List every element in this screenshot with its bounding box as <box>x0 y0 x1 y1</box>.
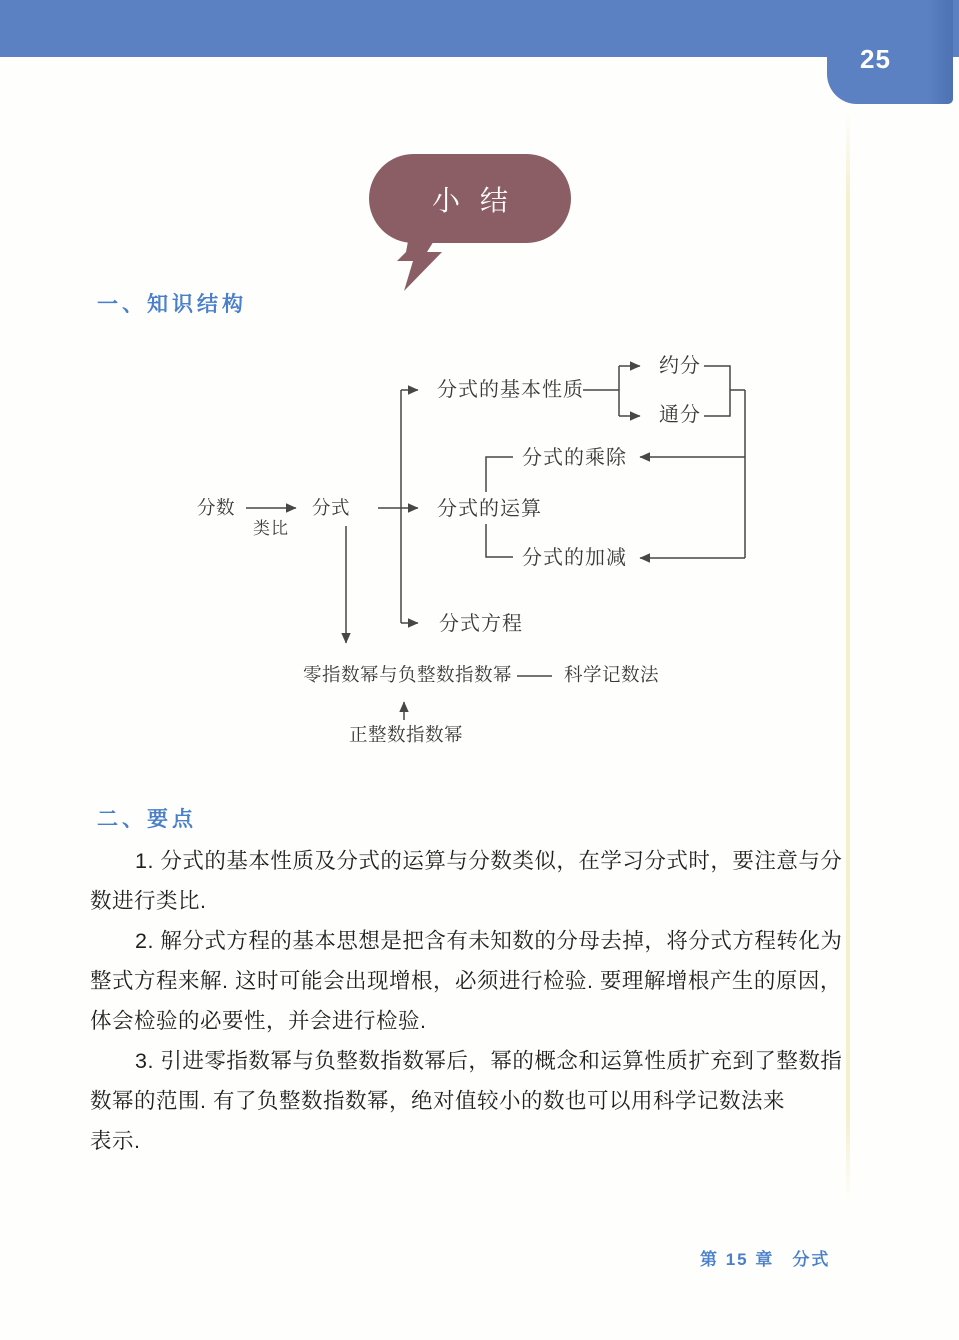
node-analogy-label: 类比 <box>253 519 289 538</box>
body-line: 体会检验的必要性，并会进行检验. <box>90 1009 427 1033</box>
node-fractions: 分数 <box>197 497 236 518</box>
bubble-tail-icon <box>390 234 450 294</box>
body-line: 数进行类比. <box>90 889 207 913</box>
footer-chapter: 第 15 章 <box>700 1250 775 1269</box>
body-line: 2. 解分式方程的基本思想是把含有未知数的分母去掉，将分式方程转化为 <box>135 929 843 953</box>
body-line: 1. 分式的基本性质及分式的运算与分数类似，在学习分式时，要注意与分 <box>135 849 843 873</box>
node-reduction: 约分 <box>659 355 701 377</box>
node-algebraic-fraction: 分式 <box>312 497 351 518</box>
summary-bubble <box>369 154 571 243</box>
node-multiply-divide: 分式的乘除 <box>522 447 627 469</box>
section-heading-knowledge-structure: 一、知识结构 <box>97 293 247 316</box>
page-edge-artifact <box>846 110 850 1205</box>
summary-bubble-label: 小结 <box>431 184 528 216</box>
footer-title: 分式 <box>792 1250 831 1269</box>
node-operations: 分式的运算 <box>437 498 542 520</box>
header-band <box>0 0 959 57</box>
node-zero-negative-exponent: 零指数幂与负整数指数幂 <box>303 664 513 685</box>
body-line: 表示. <box>90 1129 141 1153</box>
section-heading-key-points: 二、要点 <box>97 808 197 831</box>
keypoints-text <box>90 841 880 1161</box>
node-positive-exponent: 正整数指数幂 <box>349 724 464 745</box>
node-add-subtract: 分式的加减 <box>522 547 627 569</box>
node-common-denominator: 通分 <box>659 404 701 426</box>
body-line: 数幂的范围. 有了负整数指数幂，绝对值较小的数也可以用科学记数法来 <box>90 1089 785 1113</box>
node-fractional-equation: 分式方程 <box>439 613 523 635</box>
body-line: 整式方程来解. 这时可能会出现增根，必须进行检验. 要理解增根产生的原因， <box>90 969 842 993</box>
body-line: 3. 引进零指数幂与负整数指数幂后，幂的概念和运算性质扩充到了整数指 <box>135 1049 843 1073</box>
page-number: 25 <box>860 44 891 74</box>
footer <box>700 1245 830 1270</box>
node-scientific-notation: 科学记数法 <box>564 664 660 685</box>
node-basic-properties: 分式的基本性质 <box>437 379 584 401</box>
